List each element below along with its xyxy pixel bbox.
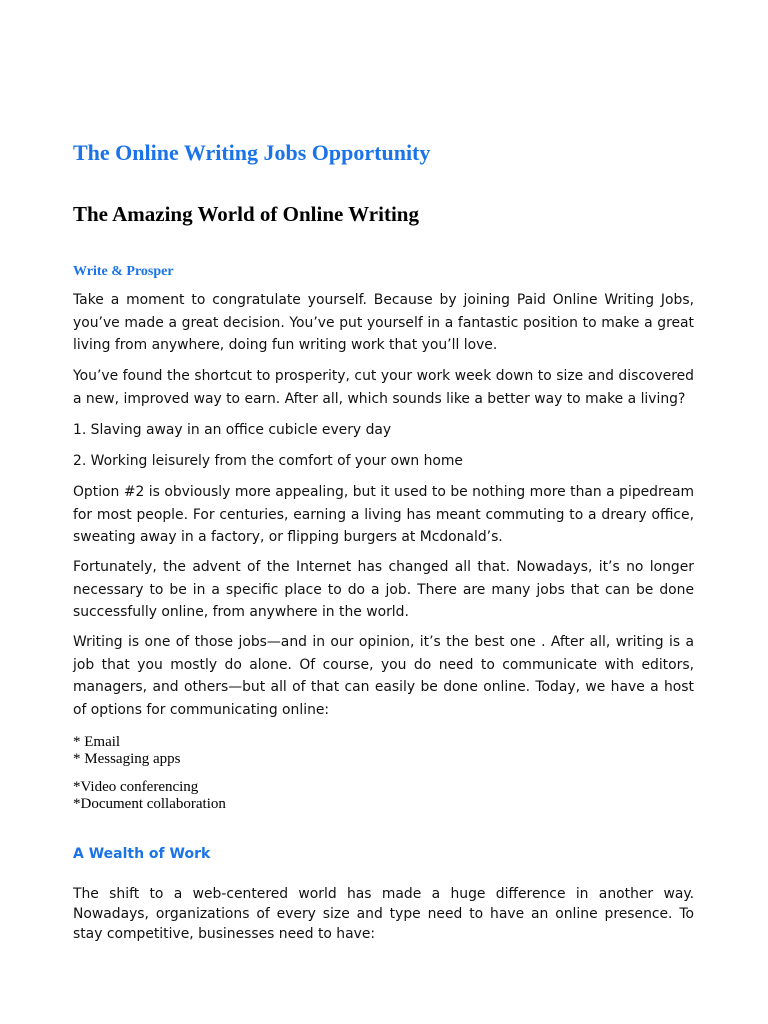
paragraph-option2: Option #2 is obviously more appealing, but it used to be nothing more than a pipedream for most people. For centuries, earning a living has meant commuting to a dreary office, sweating away in a factory, or flipping burgers at Mcdonald’s.	[73, 484, 694, 546]
list-item: *Video conferencing	[73, 779, 199, 795]
section-heading-wealth-of-work: A Wealth of Work	[73, 846, 211, 862]
list-item: * Messaging apps	[73, 751, 181, 767]
list-item: * Email	[73, 734, 121, 750]
list-item: *Document collaboration	[73, 796, 226, 812]
paragraph-writing: Writing is one of those jobs—and in our opinion, it’s the best one . After all, writing is a job that you mostly do alone. Of course, you do need to communicate with editors, managers, and others—but all of that can easily be done online. Today, we have a host of options for communicating online:	[73, 634, 694, 718]
paragraph-fortunately: Fortunately, the advent of the Internet has changed all that. Nowadays, it’s no longer necessary to be in a specific place to do a job. There are many jobs that can be done successfully online, from anywhere in the world.	[73, 559, 694, 621]
list-option-2: 2. Working leisurely from the comfort of your own home	[73, 453, 463, 469]
list-option-1: 1. Slaving away in an office cubicle every day	[73, 422, 392, 438]
paragraph-intro: Take a moment to congratulate yourself. Because by joining Paid Online Writing Jobs, you’ve made a great decision. You’ve put yourself in a fantastic position to make a great living from anywhere, doing fun writing work that you’ll love.	[73, 292, 694, 354]
bullet-list-collaboration	[73, 779, 694, 813]
paragraph-shift: The shift to a web-centered world has made a huge difference in another way. Nowadays, organizations of every size and type need to have an online presence. To stay competitive, businesses need to have:	[73, 886, 694, 942]
bullet-list-communication	[73, 734, 694, 768]
section-heading-write-prosper: Write & Prosper	[73, 264, 174, 279]
paragraph-shortcut: You’ve found the shortcut to prosperity, cut your work week down to size and discovered a new, improved way to earn. After all, which sounds like a better way to make a living?	[73, 368, 694, 407]
document-subtitle: The Amazing World of Online Writing	[73, 202, 419, 226]
document-title: The Online Writing Jobs Opportunity	[73, 140, 431, 165]
